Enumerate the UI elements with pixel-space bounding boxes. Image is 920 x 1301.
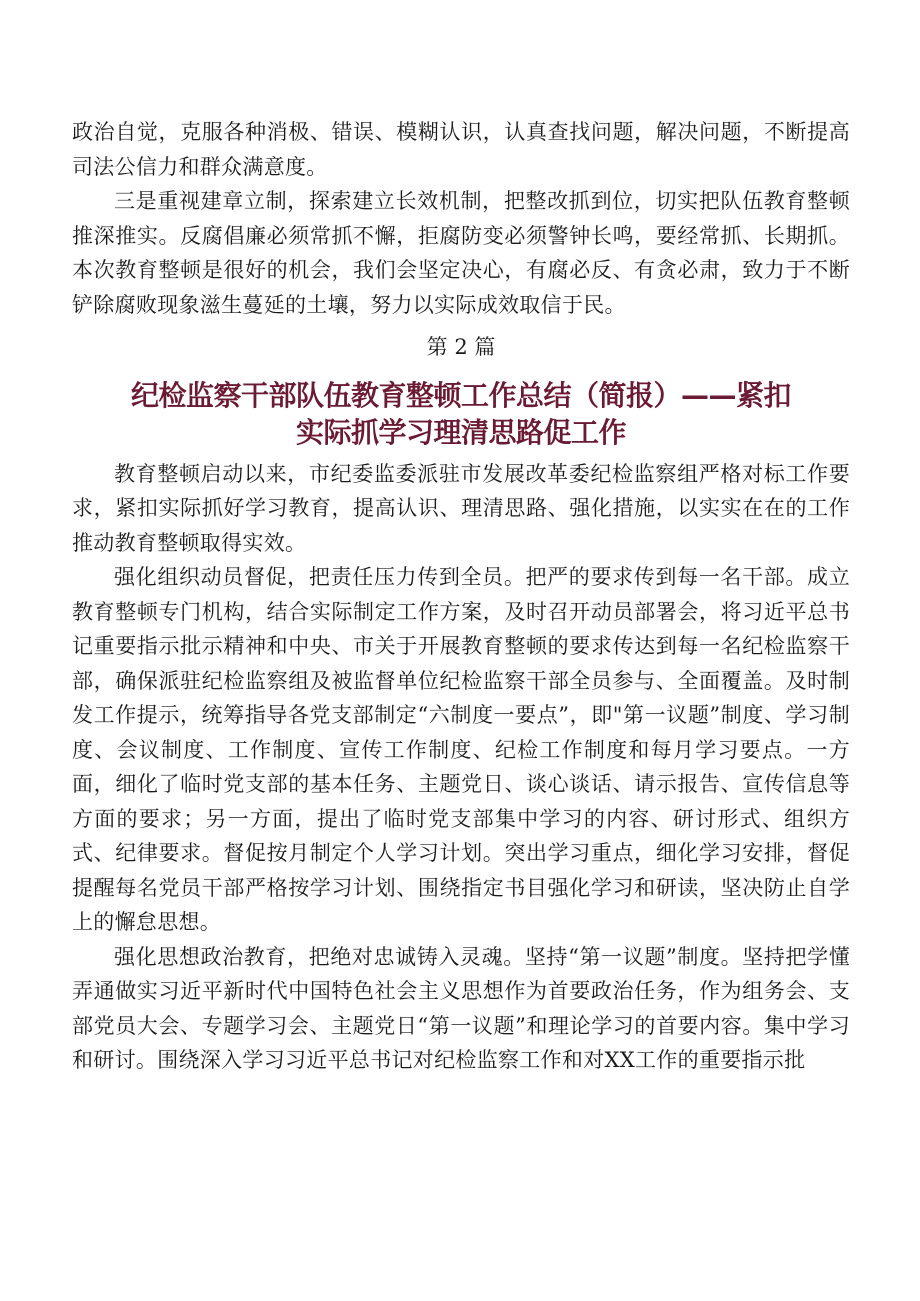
paragraph-intro: 教育整顿启动以来，市纪委监委派驻市发展改革委纪检监察组严格对标工作要求，紧扣实际抓好学习教育，提高认识、理清思路、强化措施，以实实在在的工作推动教育整顿取得实效。 — [72, 461, 850, 555]
paragraph-political-education: 强化思想政治教育，把绝对忠诚铸入灵魂。坚持“第一议题”制度。坚持把学懂弄通做实习近平新时代中国特色社会主义思想作为首要政治任务，作为组务会、支部党员大会、专题学习会、主题党日“第一议题”和理论学习的首要内容。集中学习和研讨。围绕深入学习习近平总书记对纪检监察工作和对XX工作的重要指示批 — [72, 944, 850, 1072]
document-page — [72, 0, 850, 1301]
paragraph-rectification: 三是重视建章立制，探索建立长效机制，把整改抓到位，切实把队伍教育整顿推深推实。反腐倡廉必须常抓不懈，拒腐防变必须警钟长鸣，要经常抓、长期抓。本次教育整顿是很好的机会，我们会坚定决心，有腐必反、有贪必肃，致力于不断铲除腐败现象滋生蔓延的土壤，努力以实际成效取信于民。 — [72, 189, 850, 317]
paragraph-continuation: 政治自觉，克服各种消极、错误、模糊认识，认真查找问题，解决问题，不断提高司法公信力和群众满意度。 — [72, 120, 850, 179]
section-label: 第 2 篇 — [426, 335, 496, 359]
article-title-line-1: 纪检监察干部队伍教育整顿工作总结（简报）——紧扣 — [130, 378, 791, 412]
paragraph-mobilization: 强化组织动员督促，把责任压力传到全员。把严的要求传到每一名干部。成立教育整顿专门机构，结合实际制定工作方案，及时召开动员部署会，将习近平总书记重要指示批示精神和中央、市关于开展教育整顿的要求传达到每一名纪检监察干部，确保派驻纪检监察组及被监督单位纪检监察干部全员参与、全面覆盖。及时制发工作提示，统筹指导各党支部制定“六制度一要点”，即"第一议题”制度、学习制度、会议制度、工作制度、宣传工作制度、纪检工作制度和每月学习要点。一方面，细化了临时党支部的基本任务、主题党日、谈心谈话、请示报告、宣传信息等方面的要求；另一方面，提出了临时党支部集中学习的内容、研讨形式、组织方式、纪律要求。督促按月制定个人学习计划。突出学习重点，细化学习安排，督促提醒每名党员干部严格按学习计划、围绕指定书目强化学习和研读，坚决防止自学上的懈怠思想。 — [72, 565, 850, 934]
article-title-line-2: 实际抓学习理清思路促工作 — [295, 415, 626, 449]
article-title — [72, 377, 850, 451]
